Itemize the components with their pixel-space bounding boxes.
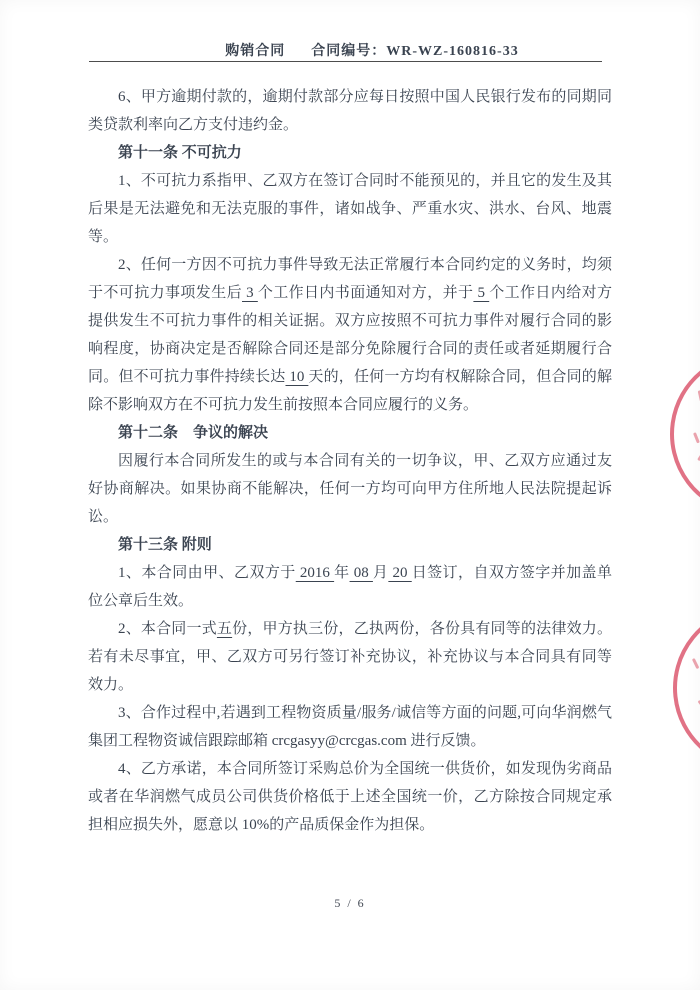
page-header	[22, 40, 700, 60]
article-13-item-2: 2、本合同一式五份，甲方执三份，乙执两份，各份具有同等的法律效力。若有未尽事宜，甲、乙双方可另行签订补充协议，补充协议与本合同具有同等效力。	[88, 621, 612, 693]
page-footer	[0, 896, 700, 911]
article-11-heading: 第十一条 不可抗力	[118, 145, 242, 161]
clause-overdue-payment: 6、甲方逾期付款的，逾期付款部分应每日按照中国人民银行发布的同期同类贷款利率向乙方支付违约金。	[88, 89, 612, 133]
contract-number: WR-WZ-160816-33	[386, 44, 519, 59]
article-13-item-1: 1、本合同由甲、乙双方于 2016 年 08 月 20 日签订，自双方签字并加盖单位公章后生效。	[88, 565, 612, 609]
header-rule	[89, 61, 602, 62]
page-number: 5 / 6	[334, 896, 366, 910]
article-12-body: 因履行本合同所发生的或与本合同有关的一切争议，甲、乙双方应通过友好协商解决。如果协商不能解决，任何一方均可向甲方住所地人民法院提起诉讼。	[88, 453, 612, 525]
article-13-item-4: 4、乙方承诺，本合同所签订采购总价为全国统一供货价，如发现伪劣商品或者在华润燃气成员公司供货价格低于上述全国统一价，乙方除按合同规定承担相应损失外，愿意以 10%的产品质保金作为担保。	[88, 761, 612, 833]
article-13-item-3: 3、合作过程中,若遇到工程物资质量/服务/诚信等方面的问题,可向华润燃气集团工程物资诚信跟踪邮箱 crcgasyy@crcgas.com 进行反馈。	[88, 705, 612, 749]
document-type: 购销合同	[225, 44, 286, 59]
paging-seal-icon	[665, 598, 700, 778]
paging-seal-icon	[659, 341, 700, 526]
contract-body	[88, 83, 612, 839]
article-12-heading: 第十二条 争议的解决	[118, 425, 269, 441]
article-11-item-1: 1、不可抗力系指甲、乙双方在签订合同时不能预见的，并且它的发生及其后果是无法避免和无法克服的事件，诸如战争、严重水灾、洪水、台风、地震等。	[88, 173, 612, 245]
contract-number-label: 合同编号：	[311, 44, 387, 59]
article-13-heading: 第十三条 附则	[118, 537, 212, 553]
article-11-item-2: 2、任何一方因不可抗力事件导致无法正常履行本合同约定的义务时，均须于不可抗力事项发生后 3 个工作日内书面通知对方，并于 5 个工作日内给对方提供发生不可抗力事件的相关证据。双方应按照不可抗力事件对履行合同的影响程度，协商决定是否解除合同还是部分免除履行合同的责任或者延期履行合同。但不可抗力事件持续长达 10 天的，任何一方均有权解除合同，但合同的解除不影响双方在不可抗力发生前按照本合同应履行的义务。	[88, 257, 613, 413]
